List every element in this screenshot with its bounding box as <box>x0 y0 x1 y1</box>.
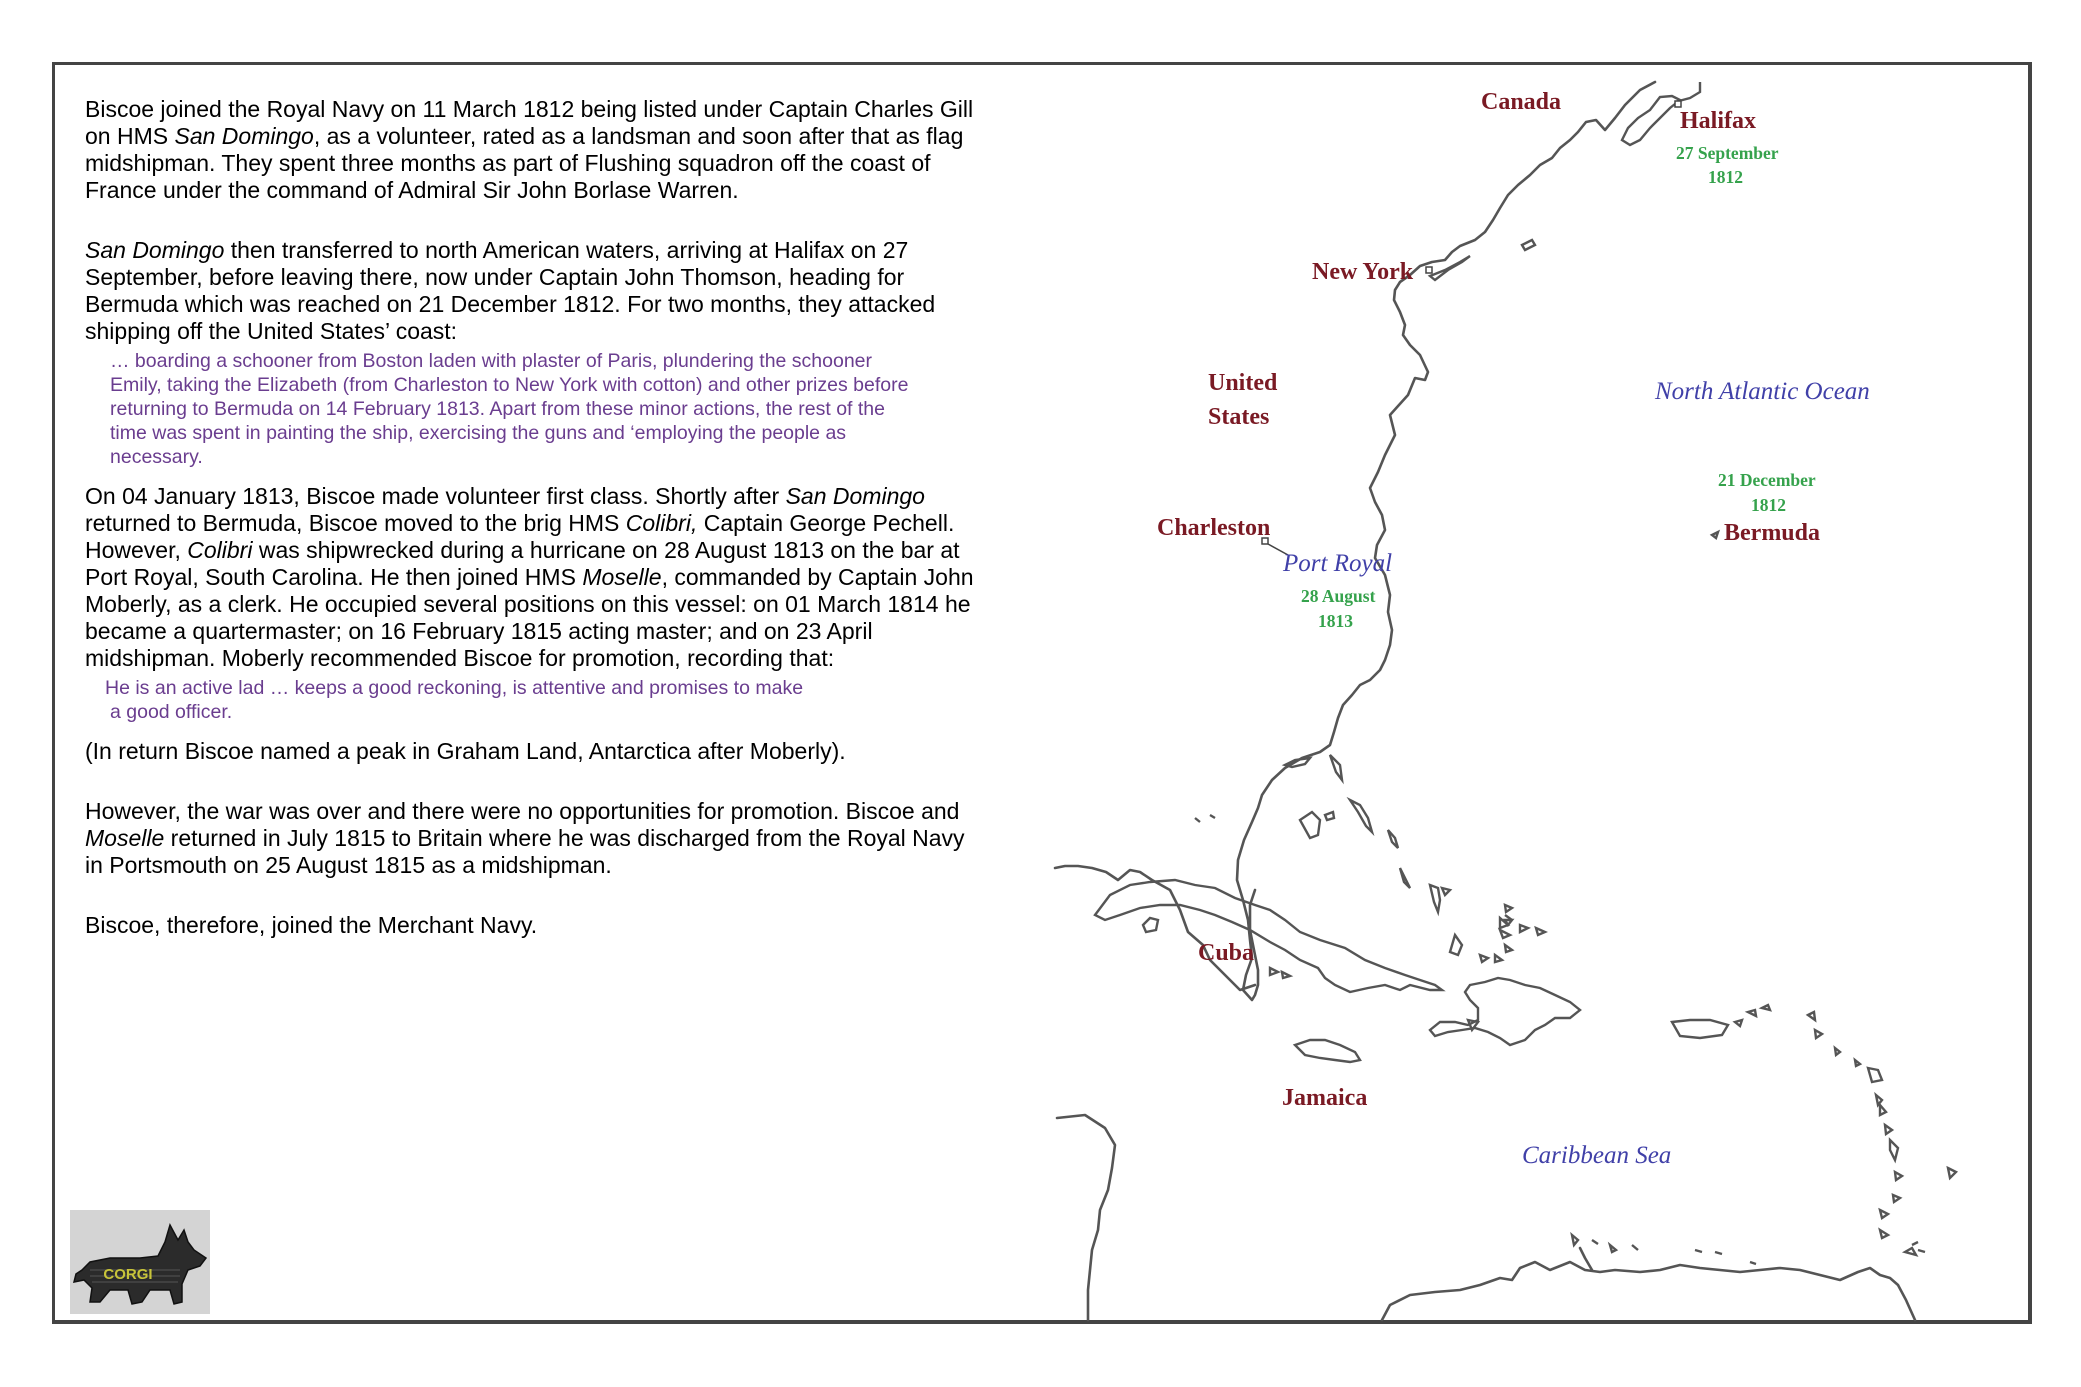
antilles-island <box>1835 1048 1840 1055</box>
antilles-island <box>1880 1105 1886 1115</box>
antilles-island <box>1748 1010 1756 1016</box>
bahamas-island <box>1430 885 1440 912</box>
ship-name: San Domingo <box>785 483 925 509</box>
label-jamaica: Jamaica <box>1282 1085 1368 1111</box>
antilles-island <box>1890 1140 1898 1160</box>
antilles-island <box>1880 1210 1888 1218</box>
date-halifax-year: 1812 <box>1708 167 1743 187</box>
bahamas-island <box>1350 800 1372 832</box>
bahamas-island <box>1285 758 1310 767</box>
gulf-coastline <box>1055 866 1255 990</box>
bahamas-island <box>1442 888 1450 895</box>
cuba-island <box>1095 880 1442 992</box>
label-charleston: Charleston <box>1157 515 1271 541</box>
jamaica-island <box>1295 1040 1360 1062</box>
bermuda-island <box>1712 532 1718 538</box>
label-new-york: New York <box>1312 259 1414 285</box>
antilles-island <box>1815 1030 1822 1038</box>
antilles-island <box>1885 1125 1892 1134</box>
bahamas-island <box>1505 905 1512 912</box>
date-portroyal-day: 28 August <box>1301 586 1376 606</box>
corgi-dog-icon <box>70 1210 210 1314</box>
long-island <box>1430 256 1470 280</box>
label-bermuda: Bermuda <box>1724 520 1820 546</box>
island <box>1270 968 1278 975</box>
antilles-island <box>1715 1252 1722 1254</box>
label-caribbean: Caribbean Sea <box>1522 1142 1672 1169</box>
label-states: States <box>1208 404 1270 430</box>
date-halifax-day: 27 September <box>1676 143 1779 163</box>
date-bermuda-day: 21 December <box>1718 470 1816 490</box>
paragraph-colibri-moselle: On 04 January 1813, Biscoe made volunteer first class. Shortly after San Domingo returned to Bermuda, Biscoe moved to the brig HMS Colibri, Captain George Pechell. However, Colibri was shipwrecked during a hurricane on 28 August 1813 on the bar at Port Royal, South Carolina. He then joined HMS Moselle, commanded by Captain John Moberly, as a clerk. He occupied several positions on this vessel: on 01 March 1814 he became a quartermaster; on 16 February 1815 acting master; and on 23 April midshipman. Moberly recommended Biscoe for promotion, recording that: <box>85 483 974 671</box>
antilles-island <box>1918 1250 1925 1252</box>
date-portroyal-year: 1813 <box>1318 611 1353 631</box>
antilles-island <box>1895 1172 1902 1180</box>
ship-name: Moselle <box>85 825 165 851</box>
halifax-marker <box>1675 101 1681 107</box>
label-canada: Canada <box>1481 89 1562 115</box>
bahamas-island <box>1505 945 1512 952</box>
bahamas-island <box>1388 830 1398 848</box>
antilles-island <box>1592 1240 1598 1244</box>
ship-name: San Domingo <box>174 123 314 149</box>
quote-moberly: He is an active lad … keeps a good reckoning, is attentive and promises to make a good officer. <box>105 677 804 723</box>
label-united: United <box>1208 370 1278 396</box>
bahamas-island <box>1480 955 1488 962</box>
logo-text: CORGI <box>103 1266 153 1283</box>
antilles-island <box>1880 1230 1888 1238</box>
island <box>1520 925 1528 932</box>
paragraph-graham-land: (In return Biscoe named a peak in Graham Land, Antarctica after Moberly). <box>85 738 846 764</box>
antilles-island <box>1572 1235 1578 1245</box>
puerto-rico-island <box>1672 1020 1728 1038</box>
island <box>1210 815 1215 818</box>
paragraph-merchant-navy: Biscoe, therefore, joined the Merchant Navy. <box>85 912 538 938</box>
bahamas-island <box>1300 812 1320 838</box>
north-america-coastline <box>1237 82 1655 1000</box>
island <box>1522 240 1535 250</box>
ship-name: Colibri <box>187 537 253 563</box>
ship-name: Moselle <box>582 564 662 590</box>
antilles-island <box>1808 1012 1815 1020</box>
antilles-island <box>1695 1250 1702 1252</box>
antilles-island <box>1893 1195 1900 1202</box>
antilles-island <box>1905 1248 1916 1255</box>
island <box>1495 955 1502 962</box>
antilles-island <box>1868 1068 1882 1082</box>
ship-name: Colibri, <box>625 510 698 536</box>
south-america-coastline <box>1382 1262 1915 1320</box>
paragraph-discharge: However, the war was over and there were no opportunities for promotion. Biscoe and Moselle returned in July 1815 to Britain where he was discharged from the Royal Navy in Portsmouth on 25 August 1815 as a midshipman. <box>85 798 965 878</box>
bahamas-island <box>1500 930 1510 938</box>
bahamas-island <box>1325 812 1334 820</box>
corgi-logo <box>70 1210 210 1314</box>
island <box>1282 972 1290 978</box>
paragraph-royal-navy: Biscoe joined the Royal Navy on 11 March 1812 being listed under Captain Charles Gill on HMS San Domingo, as a volunteer, rated as a landsman and soon after that as flag midshipman. They spent three months as part of Flushing squadron off the coast of France under the command of Admiral Sir John Borlase Warren. <box>85 96 974 203</box>
island <box>1536 928 1545 935</box>
label-cuba: Cuba <box>1198 940 1255 966</box>
label-north-atlantic: North Atlantic Ocean <box>1655 378 1870 405</box>
central-america-coastline <box>1057 1115 1115 1320</box>
bahamas-island <box>1330 755 1342 780</box>
antilles-island <box>1948 1168 1956 1178</box>
antilles-island <box>1632 1245 1638 1250</box>
antilles-island <box>1750 1262 1756 1264</box>
island <box>1143 918 1158 932</box>
nova-scotia <box>1622 96 1680 145</box>
label-port-royal: Port Royal <box>1283 550 1393 577</box>
ship-name: San Domingo <box>85 237 225 263</box>
antilles-island <box>1912 1242 1918 1245</box>
island <box>1195 818 1200 822</box>
hispaniola-island <box>1430 978 1580 1045</box>
paragraph-north-america: San Domingo then transferred to north American waters, arriving at Halifax on 27 September, before leaving there, now under Captain John Thomson, heading for Bermuda which was reached on 21 December 1812. For two months, they attacked shipping off the United States’ coast: <box>85 237 936 344</box>
antilles-island <box>1762 1005 1770 1010</box>
antilles-island <box>1610 1245 1616 1252</box>
bahamas-island <box>1400 868 1410 888</box>
quote-actions: … boarding a schooner from Boston laden with plaster of Paris, plundering the schooner Emily, taking the Elizabeth (from Charleston to New York with cotton) and other prizes before returning to Bermuda on 14 February 1813. Apart from these minor actions, the rest of the time was spent in painting the ship, exercising the guns and ‘employing the people as necessary. <box>110 350 909 468</box>
antilles-island <box>1735 1020 1742 1026</box>
new-york-marker <box>1426 267 1432 273</box>
antilles-island <box>1855 1060 1860 1066</box>
label-halifax: Halifax <box>1680 108 1756 134</box>
date-bermuda-year: 1812 <box>1751 495 1786 515</box>
bahamas-island <box>1450 935 1462 955</box>
coast-detail <box>1580 1248 1592 1270</box>
